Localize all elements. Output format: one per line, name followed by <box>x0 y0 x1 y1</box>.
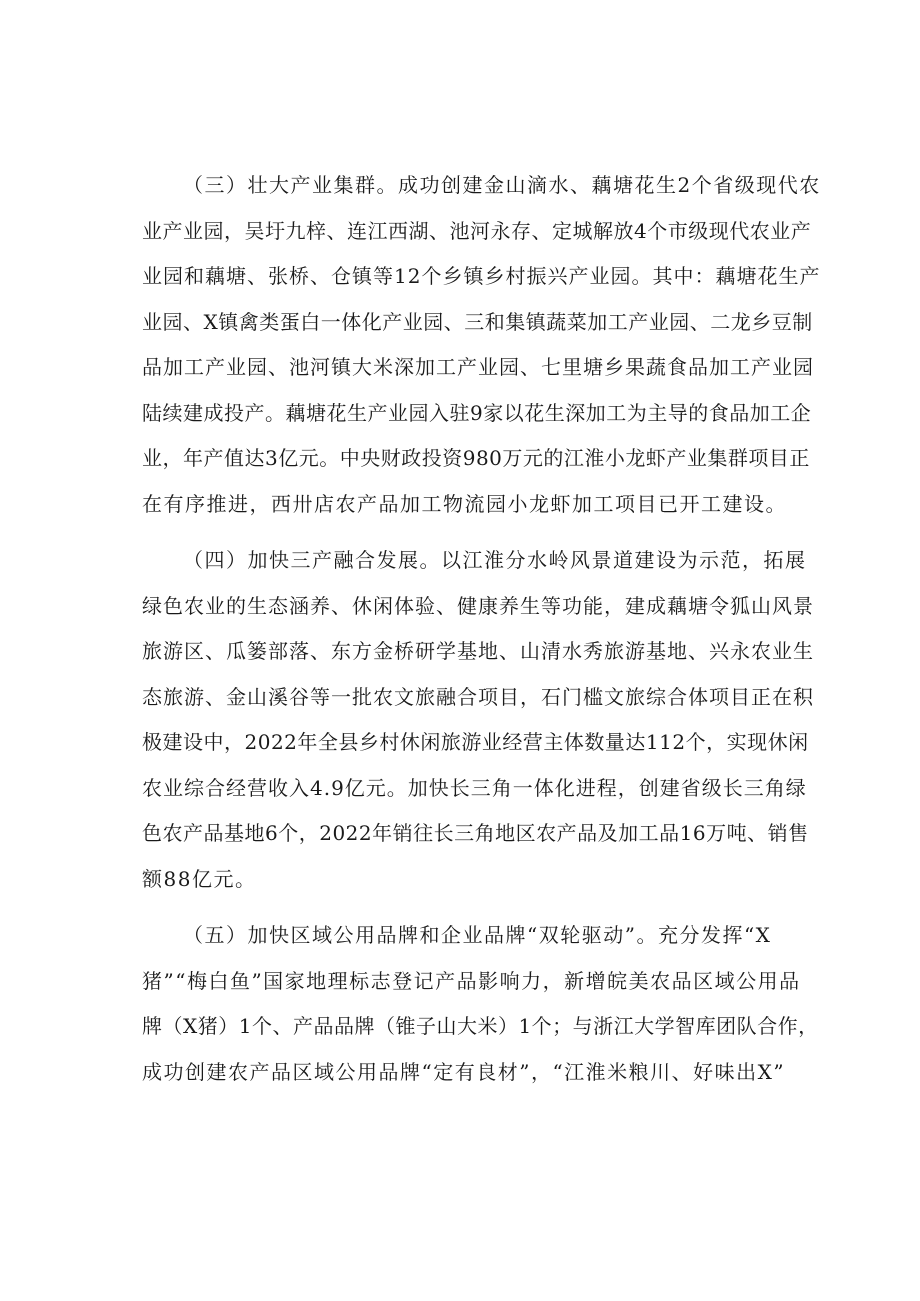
paragraph-industry-integration <box>142 538 822 902</box>
text-line: 猪”“梅白鱼”国家地理标志登记产品影响力，新增皖美农品区域公用品 <box>142 968 801 993</box>
paragraph-spacer <box>142 902 822 913</box>
text-line: （三）壮大产业集群。成功创建金山滴水、藕塘花生2个省级现代农 <box>183 173 821 197</box>
paragraph-spacer <box>142 527 822 538</box>
text-line: 额88亿元。 <box>142 866 257 891</box>
document-body <box>142 163 822 1095</box>
text-line: 业产业园，吴圩九梓、连江西湖、池河永存、定城解放4个市级现代农业产 <box>142 218 812 243</box>
paragraph-brand-building <box>142 913 822 1095</box>
text-line: 态旅游、金山溪谷等一批农文旅融合项目，石门槛文旅综合体项目正在积 <box>142 684 814 709</box>
text-line: 牌（X猪）1个、产品品牌（锥子山大米）1个；与浙江大学智库团队合作， <box>142 1014 819 1038</box>
text-line: 业园、X镇禽类蛋白一体化产业园、三和集镇蔬菜加工产业园、二龙乡豆制 <box>142 309 813 334</box>
paragraph-industry-clusters <box>142 163 822 527</box>
text-line: （四）加快三产融合发展。以江淮分水岭风景道建设为示范，拓展 <box>183 548 807 572</box>
text-line: 旅游区、瓜篓部落、东方金桥研学基地、山清水秀旅游基地、兴永农业生 <box>142 639 814 663</box>
text-line: 农业综合经营收入4.9亿元。加快长三角一体化进程，创建省级长三角绿 <box>142 775 807 800</box>
text-line: 陆续建成投产。藕塘花生产业园入驻9家以花生深加工为主导的食品加工企 <box>142 400 812 425</box>
text-line: （五）加快区域公用品牌和企业品牌“双轮驱动”。充分发挥“X <box>183 923 772 947</box>
text-line: 成功创建农产品区域公用品牌“定有良材”，“江淮米粮川、好味出X” <box>142 1059 786 1084</box>
text-line: 绿色农业的生态涵养、休闲体验、健康养生等功能，建成藕塘令狐山风景 <box>142 593 814 618</box>
text-line: 在有序推进，西卅店农产品加工物流园小龙虾加工项目已开工建设。 <box>142 491 787 516</box>
text-line: 品加工产业园、池河镇大米深加工产业园、七里塘乡果蔬食品加工产业园 <box>142 355 814 379</box>
text-line: 业园和藕塘、张桥、仓镇等12个乡镇乡村振兴产业园。其中：藕塘花生产 <box>142 264 821 288</box>
text-line: 业，年产值达3亿元。中央财政投资980万元的江淮小龙虾产业集群项目正 <box>142 446 810 470</box>
text-line: 色农产品基地6个，2022年销往长三角地区农产品及加工品16万吨、销售 <box>142 821 809 845</box>
text-line: 极建设中，2022年全县乡村休闲旅游业经营主体数量达112个，实现休闲 <box>142 730 809 754</box>
